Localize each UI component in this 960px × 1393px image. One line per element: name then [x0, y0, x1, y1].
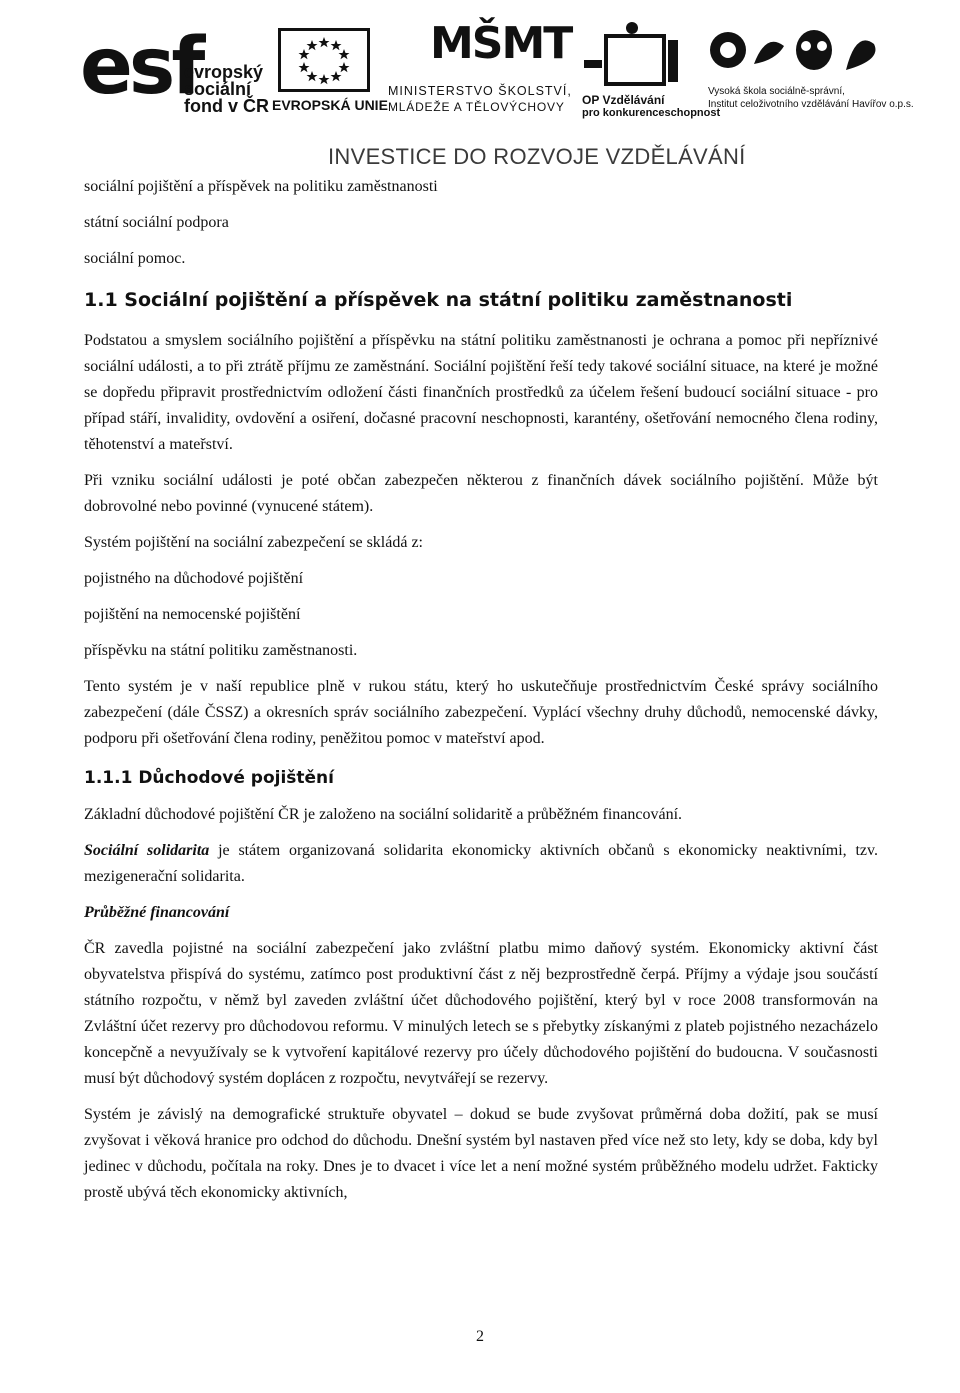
list-item: pojistného na důchodové pojištění: [84, 570, 304, 587]
document-body: [84, 174, 878, 1216]
paragraph: [84, 838, 878, 890]
esf-text-line: fond v ČR: [184, 96, 269, 116]
eu-logo: [270, 22, 388, 122]
msmt-mark: MŠMT: [430, 18, 572, 69]
section-heading-1-1: 1.1 Sociální pojištění a příspěvek na státní politiku zaměstnanosti: [84, 289, 793, 311]
eu-label: EVROPSKÁ UNIE: [272, 97, 388, 113]
intro-list-item: státní sociální podpora: [84, 214, 229, 231]
list-item: příspěvku na státní politiku zaměstnanosti.: [84, 642, 358, 659]
vsss-logo: [706, 26, 916, 116]
intro-list-item: sociální pomoc.: [84, 250, 186, 267]
esf-text-line: sociální: [184, 79, 252, 99]
msmt-line1: MINISTERSTVO ŠKOLSTVÍ,: [388, 84, 572, 98]
opvk-line2: pro konkurenceschopnost: [582, 107, 721, 119]
eu-flag-icon: [278, 28, 370, 92]
msmt-line2: MLÁDEŽE A TĚLOVÝCHOVY: [388, 100, 565, 114]
opvk-logo: [582, 20, 721, 120]
paragraph: ČR zavedla pojistné na sociální zabezpečení jako zvláštní platbu mimo daňový systém. Ekonomicky aktivní část obyvatelstva přispívá do systému, zatímco post produktivní část z něj bezprostředně čerpá. Příjmy a výdaje jsou součástí státního rozpočtu, v němž byl zaveden zvláštní účet důchodového pojištění, který byl v roce 2008 transformován na Zvláštní účet rezervy pro důchodovou reformu. V minulých letech se s přebytky získanými z plateb pojistného nezacházelo koncepčně a nevyužívaly se k vytvoření kapitálové rezervy pro účely důchodového pojištění do budoucna. V současnosti musí být důchodový systém doplácen z rozpočtu, nevytvářejí se rezervy.: [84, 940, 878, 1087]
paragraph-text: je státem organizovaná solidarita ekonomicky aktivních občanů s ekonomicky neaktivními, tzv. mezigenerační solidarita.: [84, 842, 878, 885]
list-item: pojištění na nemocenské pojištění: [84, 606, 301, 623]
vsss-emblem-icon: [706, 26, 906, 82]
esf-logo: [80, 22, 270, 117]
paragraph: Systém pojištění na sociální zabezpečení se skládá z:: [84, 534, 423, 551]
paragraph: Při vzniku sociální události je poté občan zabezpečen některou z finančních dávek sociálního pojištění. Může být dobrovolné nebo povinné (vynucené státem).: [84, 472, 878, 515]
vsss-line2: Institut celoživotního vzdělávání Havířov o.p.s.: [708, 99, 914, 110]
paragraph: Podstatou a smyslem sociálního pojištění a příspěvku na státní politiku zaměstnanosti je ochrana a pomoc při nepříznivé sociální události, a to při ztrátě příjmu ze zaměstnání. Sociální pojištění řeší tedy takové sociální situace, na které je možné se dopředu připravit prostřednictvím odložení části finančních prostředků za účelem řešení budoucí sociální situace - pro případ stáří, invalidity, ovdovění a osiření, dočasné pracovní neschopnosti, karantény, ošetřování nemocného člena rodiny, těhotenství a mateřství.: [84, 332, 878, 453]
investice-slogan: INVESTICE DO ROZVOJE VZDĚLÁVÁNÍ: [328, 144, 746, 169]
esf-text-line: evropský: [184, 62, 264, 82]
esf-mark: esf: [80, 22, 202, 112]
msmt-logo: [388, 18, 588, 122]
esf-text: [184, 64, 269, 115]
header-logos: [0, 0, 960, 170]
vsss-line1: Vysoká škola sociálně-správní,: [708, 86, 845, 97]
intro-list-item: sociální pojištění a příspěvek na politiku zaměstnanosti: [84, 178, 438, 195]
term-socialni-solidarita: Sociální solidarita: [84, 842, 210, 859]
sub-heading: Průběžné financování: [84, 904, 230, 921]
opvk-graphic-icon: [584, 20, 694, 90]
paragraph: Tento systém je v naší republice plně v rukou státu, který ho uskutečňuje prostřednictvím České správy sociálního zabezpečení (dále ČSSZ) a okresních správ sociálního zabezpečení. Vyplácí všechny druhy důchodů, nemocenské dávky, podporu při ošetřování člena rodiny, peněžitou pomoc v mateřství apod.: [84, 678, 878, 747]
page-number: 2: [476, 1328, 484, 1345]
paragraph: Základní důchodové pojištění ČR je založeno na sociální solidaritě a průběžném financování.: [84, 806, 683, 823]
paragraph: Systém je závislý na demografické struktuře obyvatel – dokud se bude zvyšovat průměrná doba dožití, pak se musí zvyšovat i věková hranice pro odchod do důchodu. Dnešní systém byl nastaven před více než sto lety, kdy se doba, kdy byl jedinec v důchodu, počítala na roky. Dnes je to dvacet i více let a není možné systém průběžného modelu udržet. Fakticky prostě ubývá těch ekonomicky aktivních,: [84, 1106, 878, 1201]
section-heading-1-1-1: 1.1.1 Důchodové pojištění: [84, 768, 334, 788]
opvk-line1: OP Vzdělávání: [582, 93, 665, 107]
